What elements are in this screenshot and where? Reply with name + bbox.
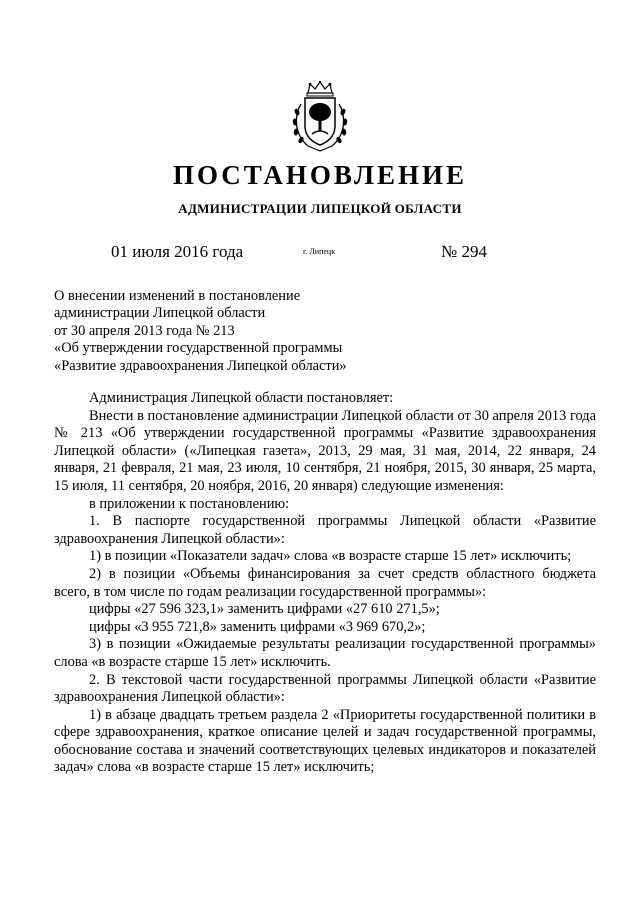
body-paragraph: цифры «3 955 721,8» заменить цифрами «3 969 670,2»; xyxy=(89,618,426,635)
issuing-authority: АДМИНИСТРАЦИИ ЛИПЕЦКОЙ ОБЛАСТИ xyxy=(178,201,462,216)
body-paragraph: Внести в постановление администрации Липецкой области от 30 апреля 2013 года № 213 «Об утверждении государственной программы «Развитие здравоохранения Липецкой области» («Липецкая газета», 2013, 29 мая, 31 мая, 2014, 22 января, 24 января, 21 февраля, 21 мая, 23 июля, 10 сентября, 21 ноября, 2015, 30 января, 25 марта, 15 июля, 11 сентября, 20 ноября, 2016, 20 января) следующие изменения: xyxy=(54,407,596,494)
heading-line: «Об утверждении государственной программы xyxy=(54,340,343,357)
body-paragraph: в приложении к постановлению: xyxy=(89,495,290,512)
body-paragraph: 1) в абзаце двадцать третьем раздела 2 «Приоритеты государственной политики в сфере здравоохранения, краткое описание целей и задач государственной программы, обоснование состава и значений соответствующих целевых индикаторов и показателей задач» слова «в возрасте старше 15 лет» исключить; xyxy=(54,706,596,776)
body-paragraph: цифры «27 596 323,1» заменить цифрами «27 610 271,5»; xyxy=(89,601,440,618)
heading-line: «Развитие здравоохранения Липецкой области» xyxy=(54,357,347,374)
document-number: № 294 xyxy=(441,242,487,261)
body-paragraph: 2. В текстовой части государственной программы Липецкой области «Развитие здравоохранения Липецкой области»: xyxy=(54,671,596,706)
document-date: 01 июля 2016 года xyxy=(111,242,244,261)
coat-of-arms-icon xyxy=(288,80,352,154)
body-paragraph: 1. В паспорте государственной программы Липецкой области «Развитие здравоохранения Липецкой области»: xyxy=(54,513,596,547)
document-heading xyxy=(54,288,474,375)
heading-line: от 30 апреля 2013 года № 213 xyxy=(54,322,235,339)
document-title: ПОСТАНОВЛЕНИЕ xyxy=(172,160,468,190)
body-paragraph: 3) в позиции «Ожидаемые результаты реализации государственной программы» слова «в возрасте старше 15 лет» исключить. xyxy=(54,636,596,670)
document-city: г. Липецк xyxy=(303,247,336,256)
body-paragraph: Администрация Липецкой области постановляет: xyxy=(89,390,394,406)
body-paragraph: 1) в позиции «Показатели задач» слова «в возрасте старше 15 лет» исключить; xyxy=(89,548,572,565)
heading-line: О внесении изменений в постановление xyxy=(54,288,301,304)
body-paragraph: 2) в позиции «Объемы финансирования за счет средств областного бюджета всего, в том числе по годам реализации государственной программы»: xyxy=(54,565,596,600)
heading-line: администрации Липецкой области xyxy=(54,305,266,322)
document-body xyxy=(54,390,596,777)
